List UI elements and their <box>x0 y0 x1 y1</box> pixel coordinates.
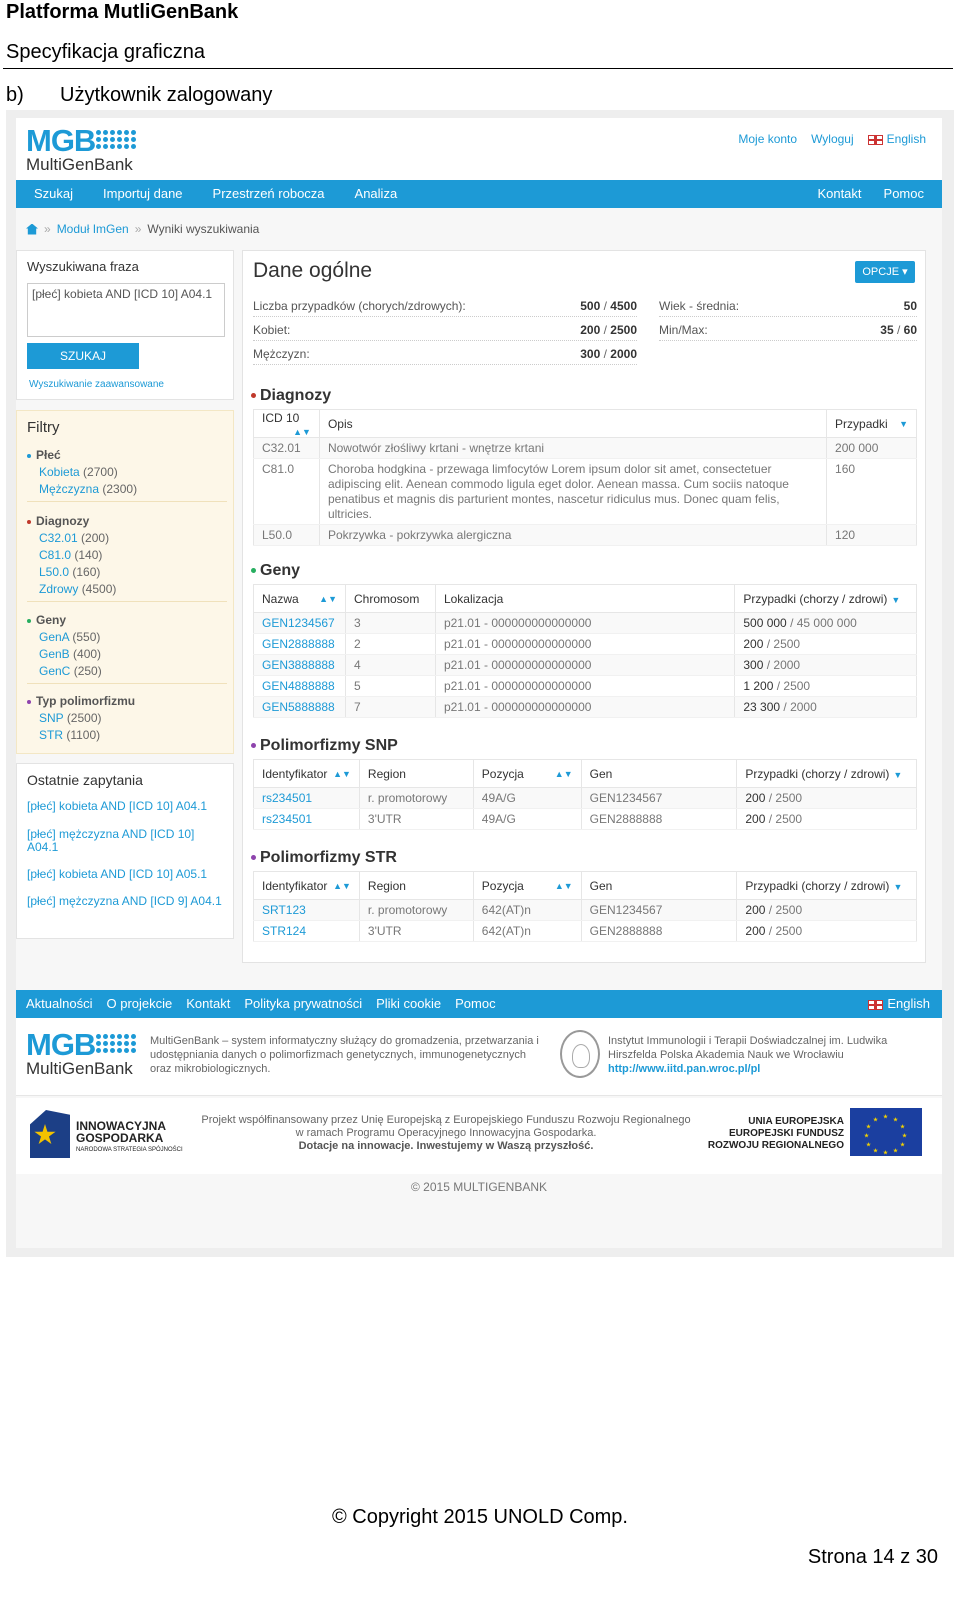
column-header-cases[interactable]: Przypadki ▼ <box>827 410 917 438</box>
filters-title: Filtry <box>27 419 60 436</box>
sort-icon: ▲▼ <box>333 768 351 779</box>
column-header-identifier[interactable]: Identyfikator ▲▼ <box>254 872 360 900</box>
filter-item[interactable]: SNP (2500) <box>39 711 102 725</box>
filter-group-diagnoses <box>27 513 227 598</box>
document-header <box>6 0 956 64</box>
filter-item[interactable]: C32.01 (200) <box>39 531 110 545</box>
genes-heading: Geny <box>251 562 300 580</box>
home-icon[interactable] <box>26 224 38 235</box>
stat-row: Kobiet: 200 / 2500 <box>253 319 637 341</box>
institute-url-link[interactable]: http://www.iitd.pan.wroc.pl/pl <box>608 1063 761 1075</box>
top-bar <box>16 118 942 180</box>
column-header-cases[interactable]: Przypadki (chorzy / zdrowi) ▼ <box>735 585 917 613</box>
footer-link-news[interactable]: Aktualności <box>26 996 93 1011</box>
logout-link[interactable]: Wyloguj <box>811 132 854 146</box>
document-title: Platforma MutliGenBank <box>6 1 239 23</box>
logo-abbr: MGB <box>26 1027 96 1062</box>
eu-flag-icon <box>850 1108 922 1156</box>
footer-language-link[interactable]: English <box>868 996 930 1011</box>
column-header-cases[interactable]: Przypadki (chorzy / zdrowi) ▼ <box>737 760 917 788</box>
column-header-position[interactable]: Pozycja ▲▼ <box>473 872 581 900</box>
sort-icon: ▲▼ <box>554 768 573 779</box>
table-row[interactable]: rs234501 3'UTR 49A/G GEN2888888 200 / 2500 <box>254 809 917 830</box>
breadcrumb-module[interactable]: Moduł ImGen <box>56 222 129 236</box>
nav-item-contact[interactable]: Kontakt <box>817 186 862 201</box>
diagnoses-table <box>253 409 917 546</box>
sort-icon: ▲▼ <box>554 880 573 891</box>
footer-logo <box>26 1027 150 1078</box>
recent-queries-title: Ostatnie zapytania <box>27 772 143 788</box>
recent-query-link[interactable]: [płeć] mężczyzna AND [ICD 10] A04.1 <box>27 827 195 854</box>
search-input[interactable]: [płeć] kobieta AND [ICD 10] A04.1 <box>27 283 225 337</box>
filter-item[interactable]: Zdrowy (4500) <box>39 582 117 596</box>
column-header-name[interactable]: Nazwa ▲▼ <box>254 585 346 613</box>
column-header-gene[interactable]: Gen <box>581 760 737 788</box>
filter-item[interactable]: Kobieta (2700) <box>39 465 118 479</box>
site-logo[interactable] <box>26 123 150 174</box>
page-number: Strona 14 z 30 <box>807 1546 938 1568</box>
bullet-icon <box>27 520 31 524</box>
divider <box>27 601 227 602</box>
sort-desc-icon: ▼ <box>893 881 903 892</box>
column-header-region[interactable]: Region <box>359 760 473 788</box>
bullet-icon <box>251 393 256 398</box>
column-header-location[interactable]: Lokalizacja <box>435 585 734 613</box>
innovative-economy-text: INNOWACYJNA GOSPODARKA NARODOWA STRATEGIA SPÓJNOŚCI <box>76 1119 183 1153</box>
table-row[interactable]: GEN1234567 3 p21.01 - 000000000000000 500 000 / 45 000 000 <box>254 613 917 634</box>
filter-group-polymorphism <box>27 693 227 744</box>
footer-link-help[interactable]: Pomoc <box>455 996 496 1011</box>
stat-row: Min/Max: 35 / 60 <box>659 319 917 341</box>
language-label: English <box>886 132 926 146</box>
column-header-region[interactable]: Region <box>359 872 473 900</box>
main-nav <box>16 180 942 208</box>
filter-item[interactable]: Mężczyzna (2300) <box>39 482 138 496</box>
filters-panel <box>16 410 234 754</box>
breadcrumb-separator: » <box>44 222 51 236</box>
footer-link-cookies[interactable]: Pliki cookie <box>376 996 442 1011</box>
eu-text: UNIA EUROPEJSKA EUROPEJSKI FUNDUSZ ROZWOJU REGIONALNEGO <box>707 1116 844 1151</box>
column-header-identifier[interactable]: Identyfikator ▲▼ <box>254 760 360 788</box>
filter-item[interactable]: L50.0 (160) <box>39 565 101 579</box>
options-dropdown-button[interactable]: OPCJE ▾ <box>855 261 915 283</box>
section-title: Użytkownik zalogowany <box>60 84 273 106</box>
uk-flag-icon <box>868 135 883 145</box>
filter-group-title: Diagnozy <box>36 514 90 528</box>
logo-name: MultiGenBank <box>26 155 133 174</box>
screenshot-frame <box>6 110 954 1257</box>
column-header-gene[interactable]: Gen <box>581 872 737 900</box>
document-subtitle: Specyfikacja graficzna <box>6 41 205 63</box>
bullet-icon <box>27 619 31 623</box>
column-header-chromosome[interactable]: Chromosom <box>345 585 435 613</box>
footer-link-about[interactable]: O projekcie <box>106 996 173 1011</box>
sort-desc-icon: ▼ <box>899 418 908 429</box>
nav-item-workspace[interactable]: Przestrzeń robocza <box>212 186 325 201</box>
table-row[interactable]: SRT123 r. promotorowy 642(AT)n GEN1234567 200 / 2500 <box>254 900 917 921</box>
stat-row: Liczba przypadków (chorych/zdrowych): 500 / 4500 <box>253 295 637 317</box>
filter-item[interactable]: GenB (400) <box>39 647 102 661</box>
results-panel <box>242 250 926 963</box>
institute-name: Instytut Immunologii i Terapii Doświadczalnej im. Ludwika Hirszfelda Polska Akademia Nauk we Wrocławiu <box>608 1035 888 1061</box>
sort-desc-icon: ▼ <box>891 594 901 605</box>
filter-group-title: Płeć <box>36 448 61 462</box>
table-row[interactable]: L50.0 Pokrzywka - pokrzywka alergiczna 120 <box>254 525 917 546</box>
filter-group-sex <box>27 447 227 498</box>
nav-item-search[interactable]: Szukaj <box>34 186 74 201</box>
top-links <box>738 132 926 146</box>
column-header-icd[interactable]: ICD 10 ▲▼ <box>254 410 320 438</box>
filter-item[interactable]: STR (1100) <box>39 728 101 742</box>
bullet-icon <box>251 855 256 860</box>
snp-table <box>253 759 917 830</box>
recent-query-link[interactable]: [płeć] mężczyzna AND [ICD 9] A04.1 <box>27 894 222 908</box>
uk-flag-icon <box>868 1000 883 1010</box>
recent-queries-panel <box>16 763 234 939</box>
nav-item-help[interactable]: Pomoc <box>883 186 924 201</box>
bullet-icon <box>27 700 31 704</box>
general-data-title: Dane ogólne <box>253 259 373 282</box>
table-row[interactable]: C81.0 Choroba hodgkina - przewaga limfocytów Lorem ipsum dolor sit amet, consectetuer adipiscing elit. Aenean commodo ligula eget dolor. Aenean massa. Cum sociis natoque penatibus et magnis dis parturient montes, nascetur ridiculus mus. Donec quam felis, ultricies. 160 <box>254 459 917 525</box>
table-row[interactable]: C32.01 Nowotwór złośliwy krtani - wnętrze krtani 200 000 <box>254 438 917 459</box>
bullet-icon <box>251 568 256 573</box>
filter-item[interactable]: C81.0 (140) <box>39 548 103 562</box>
table-row[interactable]: GEN5888888 7 p21.01 - 000000000000000 23 300 / 2000 <box>254 697 917 718</box>
str-heading: Polimorfizmy STR <box>251 849 397 867</box>
advanced-search-link[interactable]: Wyszukiwanie zaawansowane <box>29 379 164 390</box>
column-header-cases[interactable]: Przypadki (chorzy / zdrowi) ▼ <box>737 872 917 900</box>
filter-item[interactable]: GenC (250) <box>39 664 102 678</box>
section-letter: b) <box>6 84 24 106</box>
sort-desc-icon: ▼ <box>893 769 903 780</box>
header-rule <box>3 68 953 69</box>
sort-icon: ▲▼ <box>319 593 337 604</box>
divider <box>27 501 227 502</box>
breadcrumb <box>26 222 259 236</box>
stat-row: Wiek - średnia: 50 <box>659 295 917 317</box>
bullet-icon <box>251 743 256 748</box>
breadcrumb-separator: » <box>134 222 142 236</box>
search-panel <box>16 250 234 400</box>
my-account-link[interactable]: Moje konto <box>738 132 798 146</box>
filter-group-genes <box>27 612 227 680</box>
footer-nav <box>16 990 942 1018</box>
site-copyright: © 2015 MULTIGENBANK <box>411 1180 547 1194</box>
breadcrumb-current: Wyniki wyszukiwania <box>147 222 260 236</box>
footer-link-privacy[interactable]: Polityka prywatności <box>244 996 363 1011</box>
diagnoses-heading: Diagnozy <box>251 387 331 405</box>
filter-group-title: Typ polimorfizmu <box>36 694 136 708</box>
column-header-position[interactable]: Pozycja ▲▼ <box>473 760 581 788</box>
institute-info <box>608 1034 928 1076</box>
recent-query-link[interactable]: [płeć] kobieta AND [ICD 10] A05.1 <box>27 867 208 881</box>
nav-item-analysis[interactable]: Analiza <box>354 186 398 201</box>
filter-item[interactable]: GenA (550) <box>39 630 101 644</box>
recent-query-link[interactable]: [płeć] kobieta AND [ICD 10] A04.1 <box>27 799 208 813</box>
table-row[interactable]: GEN3888888 4 p21.01 - 000000000000000 300 / 2000 <box>254 655 917 676</box>
divider <box>27 683 227 684</box>
logo-dots-icon <box>96 1034 136 1053</box>
sort-icon: ▲▼ <box>333 880 351 891</box>
snp-heading: Polimorfizmy SNP <box>251 737 398 755</box>
institute-seal-icon <box>560 1030 600 1078</box>
logo-abbr: MGB <box>26 123 96 158</box>
filter-group-title: Geny <box>36 613 67 627</box>
table-row[interactable]: rs234501 r. promotorowy 49A/G GEN1234567 200 / 2500 <box>254 788 917 809</box>
project-funding-text: Projekt współfinansowany przez Unię Europejską z Europejskiego Funduszu Rozwoju Regionalnego w ramach Programu Operacyjnego Innowacyjna Gospodarka. Dotacje na innowacje. Inwestujemy w Waszą przyszłość. <box>201 1114 691 1152</box>
sort-icon: ▲▼ <box>293 426 311 437</box>
search-panel-title: Wyszukiwana fraza <box>27 259 139 274</box>
logo-dots-icon <box>96 130 136 149</box>
bullet-icon <box>27 454 31 458</box>
nav-item-import[interactable]: Importuj dane <box>103 186 183 201</box>
table-row[interactable]: GEN4888888 5 p21.01 - 000000000000000 1 200 / 2500 <box>254 676 917 697</box>
footer-link-contact[interactable]: Kontakt <box>186 996 231 1011</box>
genes-table <box>253 584 917 718</box>
document-copyright: © Copyright 2015 UNOLD Comp. <box>332 1506 628 1528</box>
search-button[interactable]: SZUKAJ <box>27 343 139 369</box>
footer-funding <box>16 1098 942 1174</box>
str-table <box>253 871 917 942</box>
section-heading <box>6 84 272 107</box>
footer-info <box>16 1018 942 1096</box>
table-row[interactable]: STR124 3'UTR 642(AT)n GEN2888888 200 / 2500 <box>254 921 917 942</box>
column-header-description[interactable]: Opis <box>319 410 826 438</box>
language-link[interactable] <box>868 132 926 146</box>
table-row[interactable]: GEN2888888 2 p21.01 - 000000000000000 200 / 2500 <box>254 634 917 655</box>
logo-name: MultiGenBank <box>26 1059 133 1078</box>
site-page <box>16 118 942 1248</box>
stat-row: Mężczyzn: 300 / 2000 <box>253 343 637 365</box>
footer-description: MultiGenBank – system informatyczny służący do gromadzenia, przetwarzania i udostępniania danych o polimorfizmach genetycznych, immunogenetycznych oraz mikrobiologicznych. <box>150 1035 539 1075</box>
